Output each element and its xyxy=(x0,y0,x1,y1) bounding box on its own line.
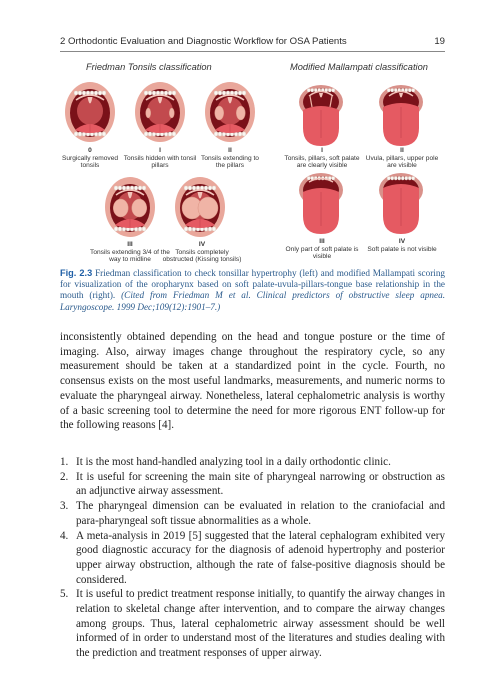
mallampati-mouth-2 xyxy=(373,82,429,148)
mallampati-label-4: IV Soft palate is not visible xyxy=(367,238,437,253)
mallampati-mouth-1 xyxy=(293,82,349,148)
friedman-mouth-1 xyxy=(134,80,186,144)
friedman-mouth-3 xyxy=(104,175,156,239)
body-paragraph: inconsistently obtained depending on the head and tongue posture or the time of imaging. Also, airway images change throughout the respiratory cycle, so any measurement should be taken at a standardized point in the cycle. Fourth, no consensus exists on the most useful landmarks, measurements, and numeric norms to evaluate the pharyngeal airway. Nonetheless, lateral cephalometric analysis is worthy of a basic screening tool to determine the need for more rigorous ENT follow-up for the following reasons [4]. xyxy=(60,331,445,432)
caption-citation: (Cited from Friedman M et al. Clinical predictors of obstructive sleep apnea. Laryngoscope. 1999 Dec;109(12):1901–7.) xyxy=(60,290,445,312)
list-item: 3. The pharyngeal dimension can be evaluated in relation to the craniofacial and para-pharyngeal soft tissue abnormalities as a whole. xyxy=(60,500,445,527)
caption-text: Friedman classification to check tonsillar hypertrophy (left) and modified Mallampati scoring for visualization of the oropharynx based on soft palate-uvula-pillars-tongue base relationship in the mouth (right). xyxy=(60,268,446,301)
friedman-label-2: II Tonsils extending to the pillars xyxy=(201,147,259,170)
list-item: 5. It is useful to predict treatment response initially, to quantify the airway changes in relation to skeletal change after intervention, and to compare the airway changes among groups. Thus, lateral cephalometric airway assessment should be well informed of in order to understand most of the literatures and studies dealing with the prediction and treatment responses of upper airway. xyxy=(60,588,445,660)
chapter-title: 2 Orthodontic Evaluation and Diagnostic Workflow for OSA Patients xyxy=(60,36,347,47)
list-item: 4. A meta-analysis in 2019 [5] suggested that the lateral cephalogram exhibited very good diagnostic accuracy for the diagnosis of adenoid hypertrophy and posterior upper airway obstruction, although the rate of false-positive diagnosis should be considered. xyxy=(60,529,445,586)
friedman-mouth-4 xyxy=(174,175,226,239)
friedman-title: Friedman Tonsils classification xyxy=(86,62,212,72)
figure-label: Fig. 2.3 xyxy=(60,268,93,278)
reasons-list xyxy=(60,455,445,661)
friedman-mouth-2 xyxy=(204,80,256,144)
mallampati-label-3: III Only part of soft palate is visible xyxy=(285,238,359,261)
friedman-label-4: IV Tonsils completely obstructed (Kissing tonsils) xyxy=(162,241,242,264)
mallampati-label-2: II Uvula, pillars, upper pole are visible xyxy=(365,147,439,170)
list-item: 2. It is useful for screening the main site of pharyngeal narrowing or obstruction as an adjunctive airway assessment. xyxy=(60,470,445,498)
friedman-mouth-0 xyxy=(64,80,116,144)
figure-caption xyxy=(60,268,445,313)
running-header xyxy=(60,36,445,50)
mallampati-title: Modified Mallampati classification xyxy=(290,62,428,72)
mallampati-mouth-3 xyxy=(293,170,349,236)
friedman-label-0: 0 Surgically removed tonsils xyxy=(61,147,119,170)
list-item: 1. It is the most hand-handled analyzing tool in a daily orthodontic clinic. xyxy=(60,456,391,468)
friedman-label-3: III Tonsils extending 3/4 of the way to midline xyxy=(90,241,170,264)
mallampati-mouth-4 xyxy=(373,170,429,236)
header-rule xyxy=(60,51,445,52)
page-number: 19 xyxy=(434,36,445,47)
friedman-label-1: I Tonsils hidden with tonsil pillars xyxy=(123,147,197,170)
mallampati-label-1: I Tonsils, pillars, soft palate are clearly visible xyxy=(284,147,360,170)
